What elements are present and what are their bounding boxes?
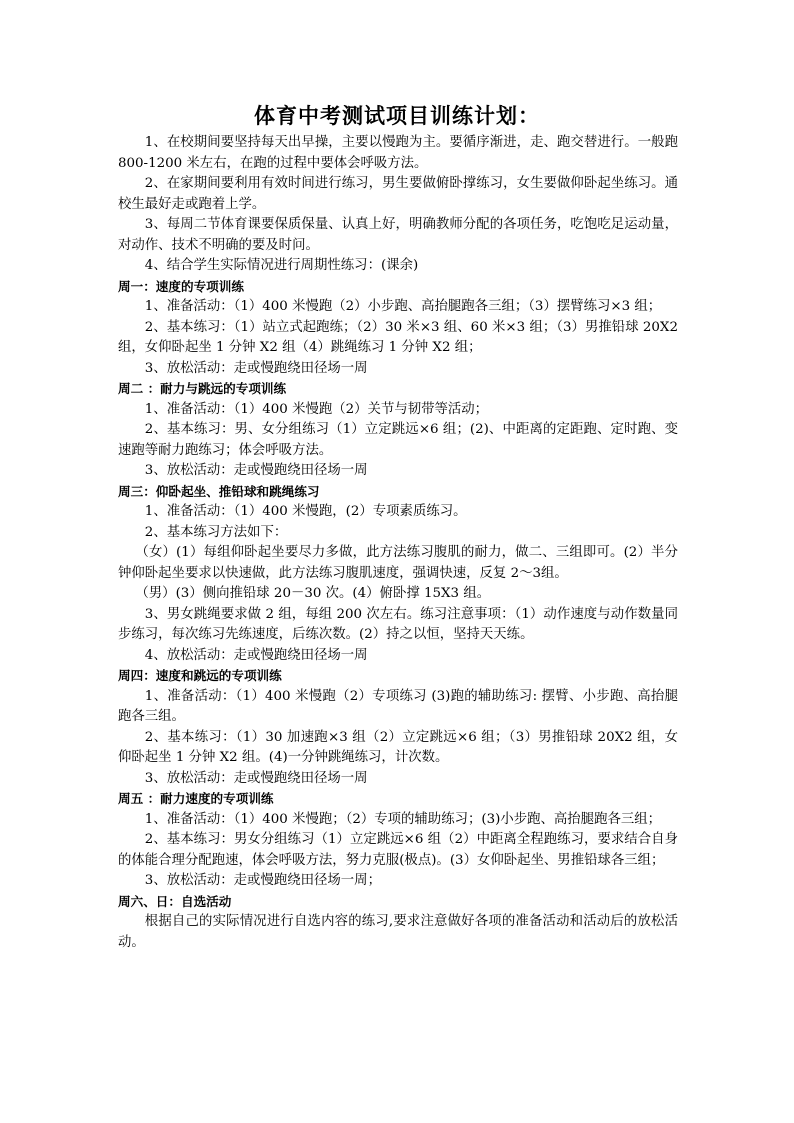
monday-line-1: 1、准备活动：（1）400 米慢跑（2）小步跑、高抬腿跑各三组；（3）摆臂练习×3 组；: [144, 299, 662, 314]
monday-heading: 周一：速度的专项训练: [118, 278, 244, 294]
tuesday-line-1: 1、准备活动：（1）400 米慢跑（2）关节与韧带等活动；: [144, 401, 489, 417]
tuesday-heading: 周二 ：耐力与跳远的专项训练: [118, 381, 287, 396]
friday-line-3: 3、放松活动：走或慢跑绕田径场一周；: [144, 873, 381, 888]
friday-line-2: 2、基本练习：男女分组练习（1）立定跳远×6 组（2）中距离全程跑练习，要求结合自身的体能合理分配跑速，体会呼吸方法，努力克服(极点)。(3）女仰卧起坐、男推铅球各三组；: [118, 832, 678, 868]
intro-paragraph-3: 3、每周二节体育课要保质保量、认真上好，明确教师分配的各项任务，吃饱吃足运动量，对动作、技术不明确的要及时问。: [118, 217, 678, 253]
monday-line-2: 2、基本练习：（1）站立式起跑练；（2）30 米×3 组、60 米×3 组；（3）男推铅球 20X2 组，女仰卧起坐 1 分钟 X2 组（4）跳绳练习 1 分钟 X2 组；: [118, 319, 678, 355]
wednesday-line-1: 1、准备活动：（1）400 米慢跑，(2）专项素质练习。: [144, 504, 467, 519]
friday-heading: 周五 ：耐力速度的专项训练: [118, 791, 274, 806]
wednesday-line-3: （女）(1）每组仰卧起坐要尽力多做，此方法练习腹肌的耐力，做二、三组即可。(2）半分钟仰卧起坐要求以快速做，此方法练习腹肌速度，强调快速，反复 2～3组。: [118, 545, 678, 581]
intro-paragraph-1: 1、在校期间要坚持每天出早操，主要以慢跑为主。要循序渐进，走、跑交替进行。一般跑 800-1200 米左右，在跑的过程中要体会呼吸方法。: [118, 135, 678, 171]
document-body: [118, 133, 678, 953]
tuesday-line-3: 3、放松活动：走或慢跑绕田径场一周: [144, 463, 368, 478]
wednesday-line-6: 4、放松活动：走或慢跑绕田径场一周: [144, 647, 368, 663]
wednesday-line-4: （男）(3）侧向推铅球 20－30 次。(4）俯卧撑 15X3 组。: [135, 586, 491, 601]
weekend-line-1: 根据自己的实际情况进行自选内容的练习,要求注意做好各项的准备活动和活动后的放松活动。: [118, 914, 678, 950]
intro-paragraph-2: 2、在家期间要利用有效时间进行练习，男生要做俯卧撑练习，女生要做仰卧起坐练习。通校生最好走或跑着上学。: [118, 176, 678, 212]
wednesday-line-2: 2、基本练习方法如下：: [144, 524, 288, 540]
wednesday-line-5: 3、男女跳绳要求做 2 组，每组 200 次左右。练习注意事项：（1）动作速度与动作数量同步练习，每次练习先练速度，后练次数。(2）持之以恒，坚持天天练。: [118, 606, 678, 642]
page-title: 体育中考测试项目训练计划：: [254, 104, 540, 128]
intro-paragraph-4: 4、结合学生实际情况进行周期性练习：(课余): [144, 258, 419, 273]
thursday-heading: 周四：速度和跳远的专项训练: [118, 668, 282, 683]
thursday-line-1: 1、准备活动：（1）400 米慢跑（2）专项练习 (3)跑的辅助练习: 摆臂、小步跑、高抬腿跑各三组。: [118, 688, 678, 724]
thursday-line-2: 2、基本练习：（1）30 加速跑×3 组（2）立定跳远×6 组；（3）男推铅球 20X2 组，女仰卧起坐 1 分钟 X2 组。(4)一分钟跳绳练习，计次数。: [118, 729, 678, 765]
friday-line-1: 1、准备活动：（1）400 米慢跑；（2）专项的辅助练习；(3)小步跑、高抬腿跑各三组；: [144, 811, 662, 827]
wednesday-heading: 周三：仰卧起坐、推铅球和跳绳练习: [118, 483, 320, 499]
tuesday-line-2: 2、基本练习：男、女分组练习（1）立定跳远×6 组；(2)、中距离的定距跑、定时跑、变速跑等耐力跑练习；体会呼吸方法。: [118, 422, 678, 458]
monday-line-3: 3、放松活动：走或慢跑绕田径场一周: [144, 360, 368, 376]
weekend-heading: 周六、日：自选活动: [118, 893, 232, 909]
thursday-line-3: 3、放松活动：走或慢跑绕田径场一周: [144, 770, 368, 786]
